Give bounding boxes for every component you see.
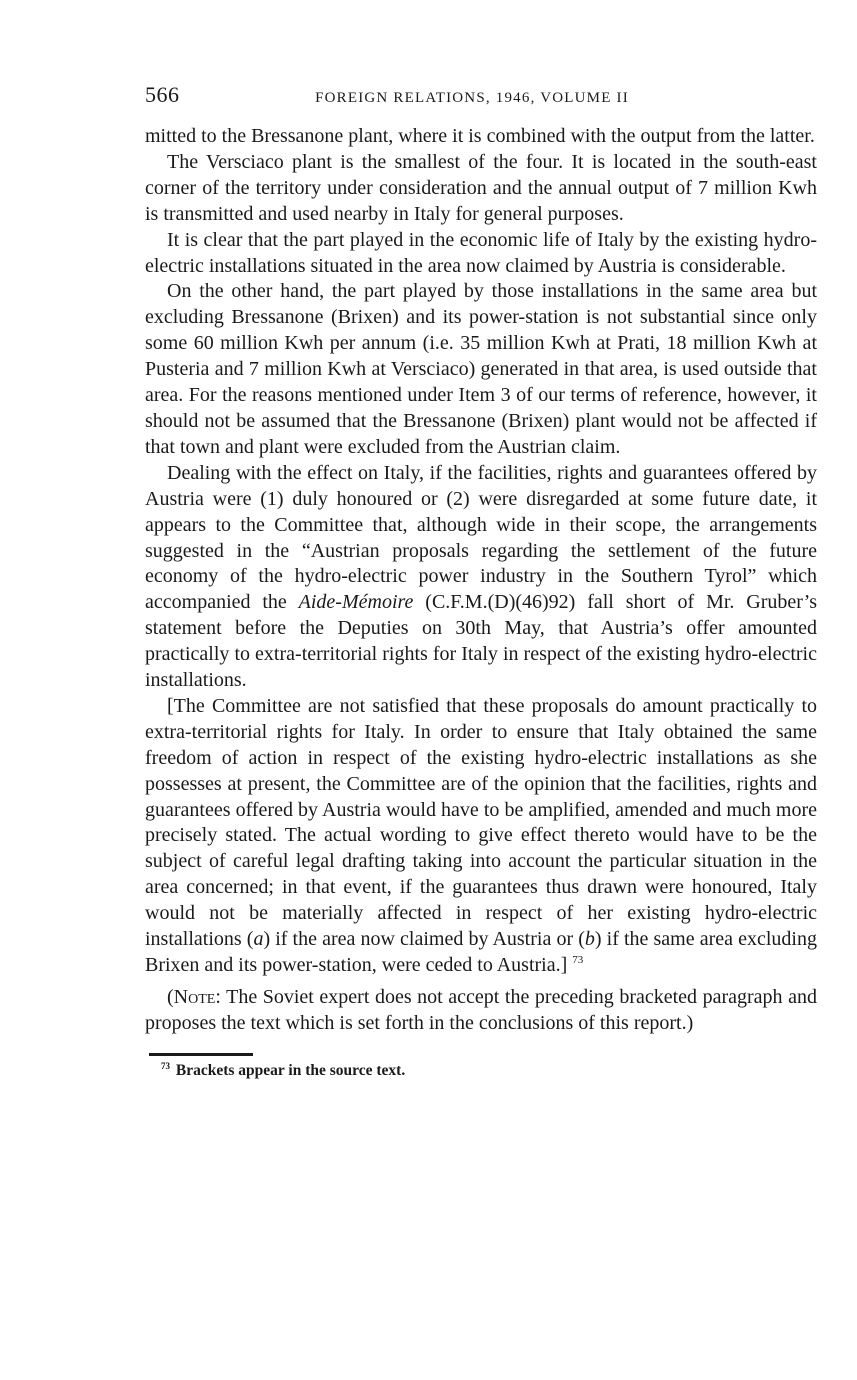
document-page [145, 82, 817, 1080]
footnote-marker: 73 [161, 1060, 170, 1071]
note-open-paren: ( [167, 985, 174, 1008]
paragraph-text: ) if the area now claimed by Austria or ( [263, 928, 585, 951]
paragraph-text: [The Committee are not satisfied that these proposals do amount practically to extra-territorial rights for Italy. In order to ensure that Italy obtained the same freedom of action in respect of the existing hydro-electric installations as she possesses at present, the Committee are of the opinion that the facilities, rights and guarantees offered by Austria would have to be amplified, amended and much more precisely stated. The actual wording to give effect thereto would have to be the subject of careful legal drafting taking into account the particular situation in the area concerned; in that event, if the guarantees thus drawn were honoured, Italy would not be materially affected in respect of her existing hydro-electric installations ( [145, 694, 817, 951]
item-letter-a: a [253, 928, 264, 951]
aide-memoire-italic: Aide-Mémoire [298, 591, 414, 614]
paragraph-text: Dealing with the effect on Italy, if the facilities, rights and guarantees offered by Austria were (1) duly honoured or (2) were disregarded at some future date, it appears to the Committee that, although wide in their scope, the arrangements suggested in the “Austrian proposals regarding the settlement of the future economy of the hydro-electric power industry in the Southern Tyrol” which accompanied the [145, 461, 817, 614]
paragraph-text: : The Soviet expert does not accept the preceding bracketed paragraph and proposes the text which is set forth in the conclusions of this report.) [145, 985, 817, 1034]
paragraph-versciaco: The Versciaco plant is the smallest of the four. It is located in the south-east corner of the territory under consideration and the annual output of 7 million Kwh is transmitted and used nearby in Italy for general purposes. [145, 150, 817, 225]
paragraph-continued: mitted to the Bressanone plant, where it is combined with the output from the latter. [145, 125, 815, 147]
paragraph-effect-on-italy [145, 461, 817, 694]
footnote-text: Brackets appear in the source text. [175, 1061, 406, 1079]
footnote [161, 1062, 817, 1080]
paragraph-economic-life: It is clear that the part played in the economic life of Italy by the existing hydro-electric installations situated in the area now claimed by Austria is considerable. [145, 228, 817, 277]
item-letter-b: b [584, 928, 595, 951]
paragraph-other-hand: On the other hand, the part played by those installations in the same area but excluding Bressanone (Brixen) and its power-station is not substantial since only some 60 million Kwh per annum (i.e. 35 million Kwh at Prati, 18 million Kwh at Pusteria and 7 million Kwh at Versciaco) generated in that area, is used outside that area. For the reasons mentioned under Item 3 of our terms of reference, however, it should not be assumed that the Bressanone (Brixen) plant would not be affected if that town and plant were excluded from the Austrian claim. [145, 280, 817, 458]
paragraph-bracketed [145, 694, 817, 979]
paragraph-text: (C.F.M.(D)(46)92) fall short of Mr. Gruber’s statement before the Deputies on 30th May, that Austria’s offer amounted practically to extra-territorial rights for Italy in respect of the existing hydro-electric installations. [145, 591, 817, 692]
running-title: FOREIGN RELATIONS, 1946, VOLUME II [315, 90, 629, 106]
footnote-reference: 73 [572, 954, 584, 966]
paragraph-note [145, 985, 817, 1037]
page-number: 566 [145, 82, 180, 107]
running-head [145, 82, 817, 118]
body-text [145, 124, 817, 1037]
note-label: Note [173, 985, 216, 1008]
paragraph-text: ) if the same area excluding Brixen and its power-station, were ceded to Austria.] [145, 928, 817, 976]
footnote-rule [149, 1053, 253, 1056]
